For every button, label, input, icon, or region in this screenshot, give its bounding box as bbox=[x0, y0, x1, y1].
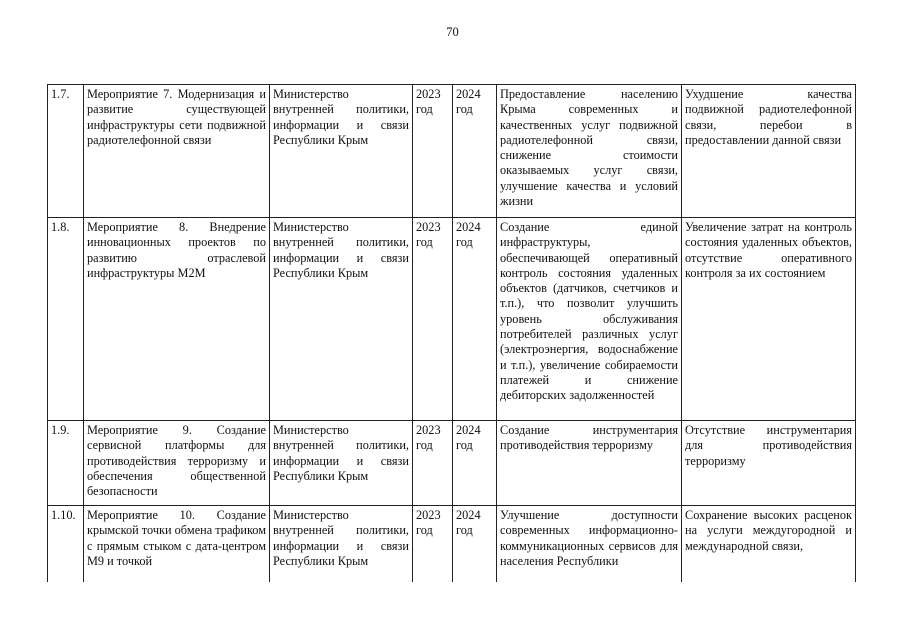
row-number: 1.9. bbox=[48, 421, 84, 506]
end-year-cell: 2024 год bbox=[453, 218, 497, 421]
result-cell: Улучшение доступности современных информационно-коммуникационных сервисов для населения Республики bbox=[497, 506, 682, 583]
end-year-cell: 2024 год bbox=[453, 85, 497, 218]
executor-cell: Министерство внутренней политики, информации и связи Республики Крым bbox=[270, 421, 413, 506]
end-year-cell: 2024 год bbox=[453, 506, 497, 583]
consequence-cell: Отсутствие инструментария для противодействия терроризму bbox=[682, 421, 856, 506]
event-cell: Мероприятие 7. Модернизация и развитие существующей инфраструктуры сети подвижной радиотелефонной связи bbox=[84, 85, 270, 218]
row-number: 1.8. bbox=[48, 218, 84, 421]
result-cell: Предоставление населению Крыма современных и качественных услуг подвижной радиотелефонной связи, снижение стоимости оказываемых услуг связи, улучшение качества и условий жизни bbox=[497, 85, 682, 218]
table-row bbox=[48, 421, 856, 506]
result-cell: Создание единой инфраструктуры, обеспечивающей оперативный контроль состояния удаленных объектов (датчиков, счетчиков и т.п.), что позволит улучшить уровень обслуживания потребителей различных услуг (электроэнергия, водоснабжение и т.п.), увеличение собираемости платежей и снижение дебиторских задолженностей bbox=[497, 218, 682, 421]
start-year-cell: 2023 год bbox=[413, 506, 453, 583]
consequence-cell: Сохранение высоких расценок на услуги междугородной и международной связи, bbox=[682, 506, 856, 583]
start-year-cell: 2023 год bbox=[413, 421, 453, 506]
consequence-cell: Ухудшение качества подвижной радиотелефонной связи, перебои в предоставлении данной связи bbox=[682, 85, 856, 218]
executor-cell: Министерство внутренней политики, информации и связи Республики Крым bbox=[270, 85, 413, 218]
event-cell: Мероприятие 8. Внедрение инновационных проектов по развитию отраслевой инфраструктуры М2М bbox=[84, 218, 270, 421]
executor-cell: Министерство внутренней политики, информации и связи Республики Крым bbox=[270, 506, 413, 583]
start-year-cell: 2023 год bbox=[413, 218, 453, 421]
event-cell: Мероприятие 9. Создание сервисной платформы для противодействия терроризму и обеспечения общественной безопасности bbox=[84, 421, 270, 506]
consequence-cell: Увеличение затрат на контроль состояния удаленных объектов, отсутствие оперативного контроля за их состоянием bbox=[682, 218, 856, 421]
page-number: 70 bbox=[446, 25, 459, 39]
result-cell: Создание инструментария противодействия терроризму bbox=[497, 421, 682, 506]
executor-cell: Министерство внутренней политики, информации и связи Республики Крым bbox=[270, 218, 413, 421]
table-row bbox=[48, 506, 856, 583]
row-number: 1.7. bbox=[48, 85, 84, 218]
start-year-cell: 2023 год bbox=[413, 85, 453, 218]
event-cell: Мероприятие 10. Создание крымской точки обмена трафиком с прямым стыком с дата-центром М9 и точкой bbox=[84, 506, 270, 583]
measures-table bbox=[47, 84, 856, 582]
row-number: 1.10. bbox=[48, 506, 84, 583]
end-year-cell: 2024 год bbox=[453, 421, 497, 506]
table-row bbox=[48, 85, 856, 218]
table-row bbox=[48, 218, 856, 421]
